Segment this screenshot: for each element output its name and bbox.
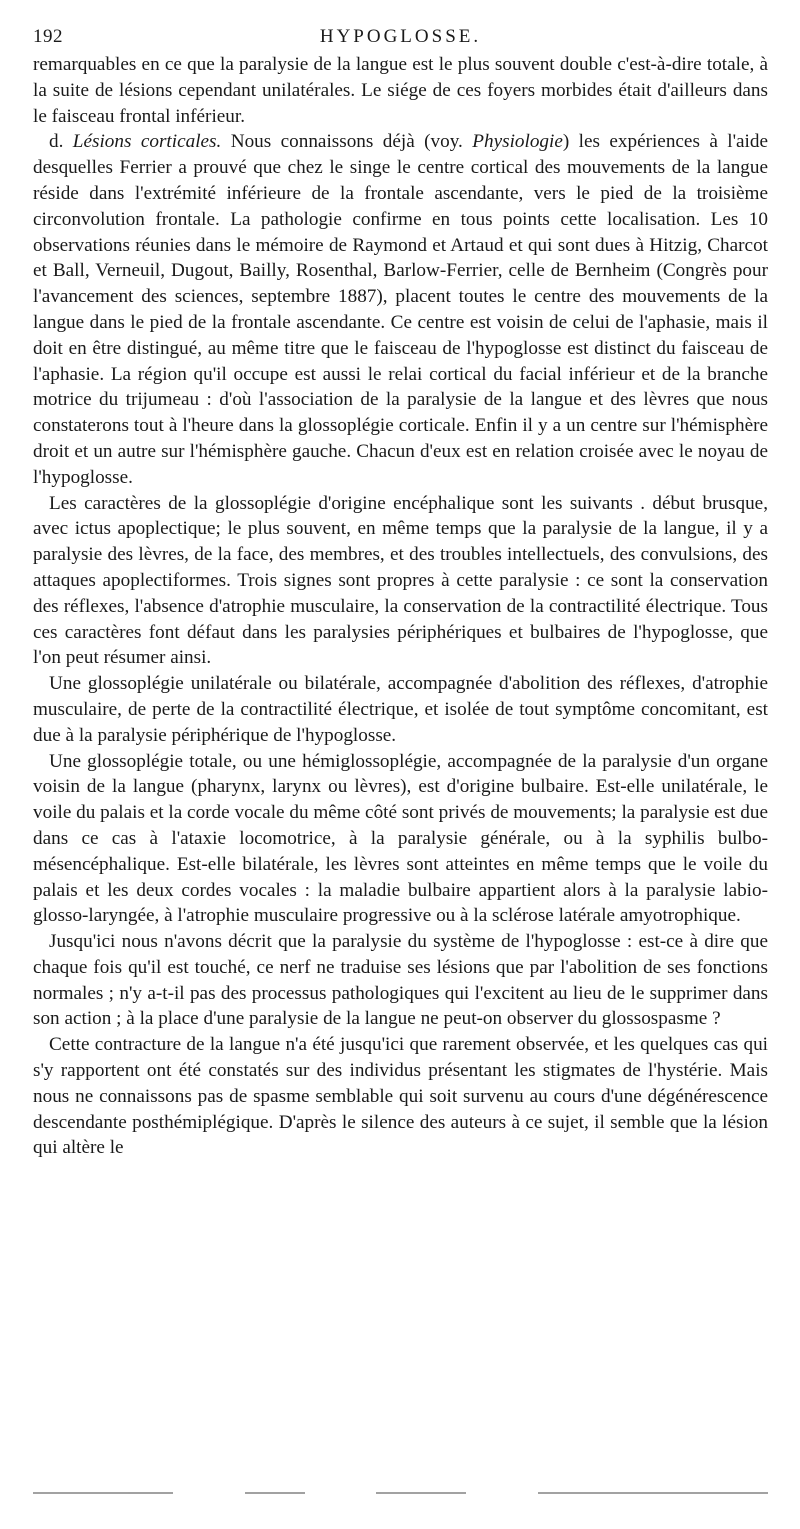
running-title: HYPOGLOSSE. <box>319 26 482 47</box>
paragraph-continuation <box>33 52 768 129</box>
page-number: 192 <box>33 26 63 47</box>
paragraph-text: Cette contracture de la langue n'a été jusqu'ici que rarement observée, et les quelques cas qui s'y rapportent ont été constatés sur des individus présentant les stigmates de l'hystérie. Mais nous ne connaissons pas de spasme semblable qui soit survenu au cours d'une dégénérescence descendante posthémiplégique. D'après le silence des auteurs à ce sujet, il semble que la lésion qui altère le <box>33 1034 768 1159</box>
page <box>33 26 768 1161</box>
running-head <box>33 26 768 52</box>
scan-mark <box>33 1492 173 1494</box>
paragraph-text: Jusqu'ici nous n'avons décrit que la paralysie du système de l'hypoglosse : est-ce à dire que chaque fois qu'il est touché, ce nerf ne traduise ses lésions que par l'abolition de ses fonctions normales ; n'y a-t-il pas des processus pathologiques qui l'excitent au lieu de le supprimer dans son action ; à la place d'une paralysie de la langue ne peut-on observer du glossospasme ? <box>33 931 768 1030</box>
paragraph-text: Une glossoplégie unilatérale ou bilatérale, accompagnée d'abolition des réflexes, d'atrophie musculaire, de perte de la contractilité électrique, et isolée de tout symptôme concomitant, est due à la paralysie périphérique de l'hypoglosse. <box>33 673 768 746</box>
scan-mark <box>376 1492 466 1494</box>
paragraph-caracteres <box>33 491 768 672</box>
section-label: d. <box>49 131 64 153</box>
section-heading: Lésions corticales. <box>72 131 222 153</box>
page-body <box>33 52 768 1161</box>
paragraph-text: ) les expériences à l'aide desquelles Ferrier a prouvé que chez le singe le centre cortical des mouvements de la langue réside dans l'extrémité inférieure de la frontale ascendante, vers le pied de la troisième circonvolution frontale. La pathologie confirme en tous points cette localisation. Les 10 observations réunies dans le mémoire de Raymond et Artaud et qui sont dues à Hitzig, Charcot et Ball, Verneuil, Dugout, Bailly, Rosenthal, Barlow-Ferrier, celle de Bernheim (Congrès pour l'avancement des sciences, septembre 1887), placent toutes le centre des mouvements de la langue dans le pied de la frontale ascendante. Ce centre est voisin de celui de l'aphasie, mais il doit en être distingué, au même titre que le faisceau de l'hypoglosse est distinct du faisceau de l'aphasie. La région qu'il occupe est aussi le relai cortical du facial inférieur et de la branche motrice du trijumeau : d'où l'association de la paralysie de la langue et des lèvres que nous constaterons tout à l'heure dans la glossoplégie corticale. Enfin il y a un centre sur l'hémisphère droit et un autre sur l'hémisphère gauche. Chacun d'eux est en relation croisée avec le noyau de l'hypoglosse. <box>33 131 768 488</box>
cross-reference: Physiologie <box>472 131 563 153</box>
paragraph-bulbaire <box>33 749 768 930</box>
paragraph-text: Les caractères de la glossoplégie d'origine encéphalique sont les suivants . début brusque, avec ictus apoplectique; le plus souvent, en même temps que la paralysie de la langue, il y a paralysie des lèvres, de la face, des membres, et des troubles intellectuels, des convulsions, des attaques apoplectiformes. Trois signes sont propres à cette paralysie : ce sont la conservation des réflexes, l'absence d'atrophie musculaire, la conservation de la contractilité électrique. Tous ces caractères font défaut dans les paralysies périphériques et bulbaires de l'hypoglosse, que l'on peut résumer ainsi. <box>33 492 768 669</box>
paragraph-text: Nous connaissons déjà (voy. <box>230 131 463 153</box>
bottom-scan-artifacts <box>33 1492 768 1498</box>
paragraph-glossospasme-question <box>33 929 768 1032</box>
paragraph-text: Une glossoplégie totale, ou une hémiglossoplégie, accompagnée de la paralysie d'un organe voisin de la langue (pharynx, larynx ou lèvres), est d'origine bulbaire. Est-elle unilatérale, le voile du palais et la corde vocale du même côté sont privés de mouvements; la paralysie est due dans ce cas à l'ataxie locomotrice, à la paralysie générale, ou à la syphilis bulbo-mésencéphalique. Est-elle bilatérale, les lèvres sont atteintes en même temps que le voile du palais et les deux cordes vocales : la maladie bulbaire appartient alors à la paralysie labio-glosso-laryngée, à l'atrophie musculaire progressive ou à la sclérose latérale amyotrophique. <box>33 750 768 927</box>
paragraph-contracture <box>33 1032 768 1161</box>
paragraph-text: remarquables en ce que la paralysie de la langue est le plus souvent double c'est-à-dire totale, à la suite de lésions cependant unilatérales. Le siége de ces foyers morbides était d'ailleurs dans le faisceau frontal inférieur. <box>33 54 768 127</box>
paragraph-lesions-corticales <box>33 129 768 490</box>
scan-mark <box>538 1492 768 1494</box>
scan-mark <box>245 1492 305 1494</box>
paragraph-peripherique <box>33 671 768 748</box>
